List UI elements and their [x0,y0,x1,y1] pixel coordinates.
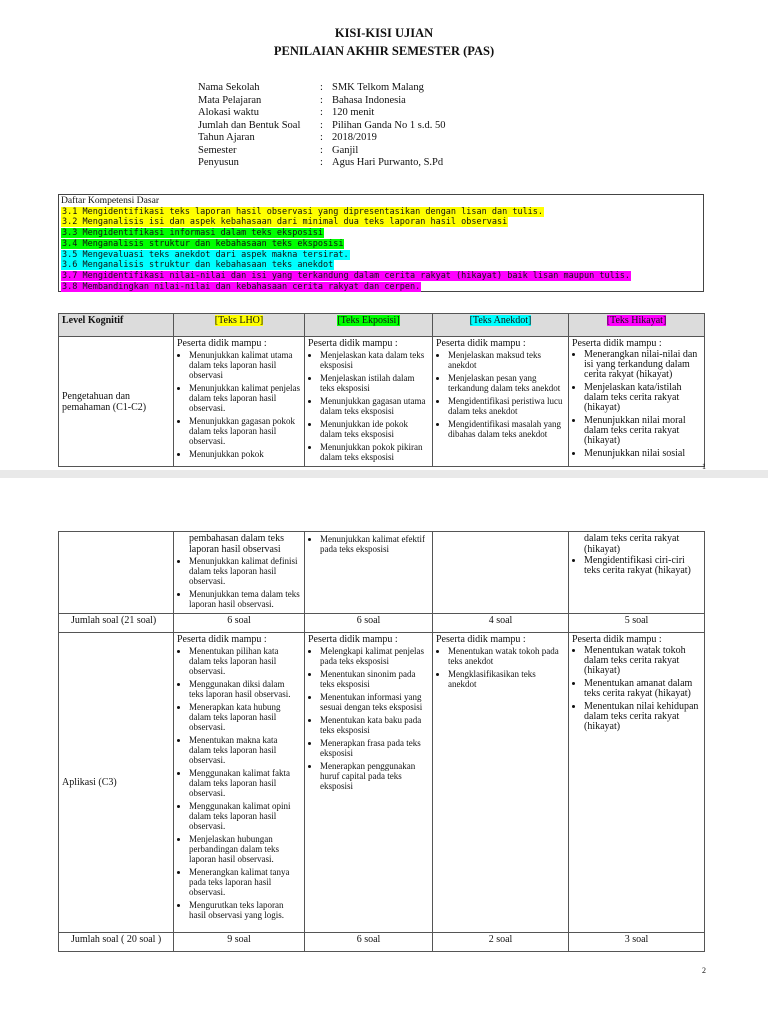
count-ane-2: 2 soal [433,933,569,952]
list-item: • Menunjukkan pokok [189,449,301,459]
count-lho-2: 9 soal [174,933,305,952]
table-row: Aplikasi (C3) Peserta didik mampu : • Menentukan pilihan kata dalam teks laporan hasil observasi. • Menggunakan diksi dalam teks laporan hasil observasi. • Menerapkan kata hubung dalam teks laporan hasil observasi. • Menentukan makna kata dalam teks laporan hasil observasi. • Menggunakan kalimat fakta dalam teks laporan hasil observasi. • Menggunakan kalimat opini dalam teks laporan hasil observasi. • Menjelaskan hubungan perbandingan dalam teks laporan hasil observasi. • Menerangkan kalimat tanya pada teks laporan hasil observasi. • Mengurutkan teks laporan hasil observasi yang logis. Peserta didik mampu : • Melengkapi kalimat penjelas pada teks eksposisi • Menentukan sinonim pada teks eksposisi • Menentukan informasi yang sesuai dengan teks eksposisi • Menentukan kata baku pada teks eksposisi • Menerapkan frasa pada teks eksposisi • Menerapkan penggunakan huruf capital pada teks eksposisi Peserta didik mampu : • Menentukan watak tokoh pada teks anekdot • Mengklasifikasikan teks anekdot Peserta didik mampu : • Menentukan watak tokoh dalam teks cerita rakyat (hikayat) • Menentukan amanat dalam teks cerita rakyat (hikayat) • Menentukan nilai kehidupan dalam teks cerita rakyat (hikayat) [59,633,705,933]
list-item: • Menentukan nilai kehidupan dalam teks cerita rakyat (hikayat) [584,702,701,732]
list-item: • Menentukan watak tokoh dalam teks cerita rakyat (hikayat) [584,646,701,676]
list-item: • Mengidentifikasi peristiwa lucu dalam teks anekdot [448,396,565,416]
list-item: • Menunjukkan gagasan pokok dalam teks laporan hasil observasi. [189,416,301,446]
list-item: • Menunjukkan ide pokok dalam teks eksposisi [320,419,429,439]
info-value: Bahasa Indonesia [332,94,406,106]
info-separator: : [320,82,323,93]
count-ane-1: 4 soal [433,614,569,633]
info-separator: : [320,94,323,106]
info-label: Tahun Ajaran [198,132,255,143]
info-value: Agus Hari Purwanto, S.Pd [332,157,444,168]
list-item: • Menerapkan penggunakan huruf capital pada teks eksposisi [320,761,429,791]
col-teks-ekposisi: [Teks Ekposisi] [337,315,400,326]
info-row [198,120,445,133]
list-item: • Menggunakan kalimat opini dalam teks laporan hasil observasi. [189,801,301,831]
count-row-2 [59,933,705,952]
info-separator: : [320,107,323,118]
list-item: • Menunjukkan nilai sosial [584,449,701,459]
count-eks-1: 6 soal [305,614,433,633]
list-item: • Menentukan informasi yang sesuai dengan teks eksposisi [320,692,429,712]
kd-item: 3.1 Mengidentifikasi teks laporan hasil observasi yang dipresentasikan dengan lisan dan tulis. [62,206,544,217]
list-item: • Menjelaskan kata/istilah dalam teks cerita rakyat (hikayat) [584,383,701,413]
list-item: • Menerangkan kalimat tanya pada teks laporan hasil observasi. [189,867,301,897]
info-separator: : [320,144,323,156]
list-item: • Menggunakan diksi dalam teks laporan hasil observasi. [189,679,301,699]
kisi-table-page1 [58,313,705,467]
info-row [198,157,445,170]
info-value: SMK Telkom Malang [332,82,424,93]
info-value: Pilihan Ganda No 1 s.d. 50 [332,119,446,131]
kompetensi-dasar-box [58,194,704,292]
list-item: • Mengidentifikasi masalah yang dibahas dalam teks anekdot [448,419,565,439]
list-item: • Menggunakan kalimat fakta dalam teks laporan hasil observasi. [189,768,301,798]
info-row [198,145,445,158]
page-number-2: 2 [702,966,706,975]
list-item: • Menjelaskan kata dalam teks eksposisi [320,350,429,370]
info-separator: : [320,132,323,143]
count-eks-2: 6 soal [305,933,433,952]
list-item: • Menunjukkan tema dalam teks laporan hasil observasi. [189,589,301,609]
info-row [198,82,445,95]
info-row [198,95,445,108]
table-row: Pengetahuan dan pemahaman (C1-C2) Peserta didik mampu : • Menunjukkan kalimat utama dalam teks laporan hasil observasi • Menunjukkan kalimat penjelas dalam teks laporan hasil observasi. • Menunjukkan gagasan pokok dalam teks laporan hasil observasi. • Menunjukkan pokok Peserta didik mampu : • Menjelaskan kata dalam teks eksposisi • Menjelaskan istilah dalam teks eksposisi • Menunjukkan gagasan utama dalam teks eksposisi • Menunjukkan ide pokok dalam teks eksposisi • Menunjukkan pokok pikiran dalam teks eksposisi Peserta didik mampu : • Menjelaskan maksud teks anekdot • Menjelaskan pesan yang terkandung dalam teks anekdot • Mengidentifikasi peristiwa lucu dalam teks anekdot • Mengidentifikasi masalah yang dibahas dalam teks anekdot Peserta didik mampu : • Menerangkan nilai-nilai dan isi yang terkandung dalam cerita rakyat (hikayat) • Menjelaskan kata/istilah dalam teks cerita rakyat (hikayat) • Menunjukkan nilai moral dalam teks cerita rakyat (hikayat) • Menunjukkan nilai sosial [59,337,705,467]
level-c3: Aplikasi (C3) [59,633,174,933]
doc-title: KISI-KISI UJIAN [334,26,434,40]
table-header-row [59,314,705,337]
kd-item: 3.8 Membandingkan nilai-nilai dan kebahasaan cerita rakyat dan cerpen. [62,281,421,292]
info-label: Jumlah dan Bentuk Soal [198,119,301,131]
jumlah-soal-label-2: Jumlah soal ( 20 soal ) [59,933,174,952]
list-item: • Menunjukkan kalimat utama dalam teks laporan hasil observasi [189,350,301,380]
list-item: • Mengidentifikasi ciri-ciri teks cerita rakyat (hikayat) [584,556,701,576]
info-label: Semester [198,144,237,156]
list-item: • Menjelaskan pesan yang terkandung dalam teks anekdot [448,373,565,393]
kisi-table-page2 [58,531,705,952]
kd-item: 3.5 Mengevaluasi teks anekdot dari aspek makna tersirat. [62,249,349,260]
info-row [198,107,445,120]
list-item: • Menerapkan kata hubung dalam teks laporan hasil observasi. [189,702,301,732]
info-separator: : [320,157,323,168]
kd-item: 3.3 Mengidentifikasi informasi dalam teks eksposisi [62,228,323,239]
list-item: • Menunjukkan kalimat efektif pada teks eksposisi [320,534,429,554]
school-info [198,82,445,170]
count-hik-2: 3 soal [569,933,705,952]
col-teks-anekdot: [Teks Anekdot] [469,315,532,326]
doc-subtitle: PENILAIAN AKHIR SEMESTER (PAS) [273,44,495,58]
jumlah-soal-label-1: Jumlah soal (21 soal) [59,614,174,633]
kd-heading: Daftar Kompetensi Dasar [61,196,160,206]
kd-item: 3.4 Menganalisis struktur dan kebahasaan teks eksposisi [62,238,344,249]
list-item: • Menentukan kata baku pada teks eksposisi [320,715,429,735]
info-separator: : [320,119,323,131]
level-kognitif-header: Level Kognitif [59,314,174,337]
list-item: • Menunjukkan nilai moral dalam teks cerita rakyat (hikayat) [584,416,701,446]
info-label: Mata Pelajaran [198,94,262,106]
info-value: 120 menit [332,107,375,118]
list-item: • Mengurutkan teks laporan hasil observasi yang logis. [189,900,301,920]
list-item: • Menunjukkan kalimat definisi dalam teks laporan hasil observasi. [189,556,301,586]
col-teks-hikayat: [Teks Hikayat] [606,315,667,326]
col-teks-lho: [Teks LHO] [214,315,264,326]
level-c1-c2: Pengetahuan dan pemahaman (C1-C2) [59,337,174,467]
list-item: • Menentukan watak tokoh pada teks anekdot [448,646,565,666]
info-label: Alokasi waktu [198,107,259,118]
kd-item: 3.6 Menganalisis struktur dan kebahasaan teks anekdot [62,260,334,271]
page-2 [0,478,768,1024]
info-value: 2018/2019 [332,132,377,143]
count-hik-1: 5 soal [569,614,705,633]
list-item: • Menjelaskan hubungan perbandingan dalam teks laporan hasil observasi. [189,834,301,864]
info-row [198,132,445,145]
page-1 [0,0,768,470]
kd-item: 3.7 Mengidentifikasi nilai-nilai dan isi yang terkandung dalam cerita rakyat (hikayat) baik lisan maupun tulis. [62,270,631,281]
list-item: • Menjelaskan istilah dalam teks eksposisi [320,373,429,393]
count-row-1 [59,614,705,633]
count-lho-1: 6 soal [174,614,305,633]
page-number-1: 1 [702,462,706,471]
list-item: • Melengkapi kalimat penjelas pada teks eksposisi [320,646,429,666]
list-item: • Menerangkan nilai-nilai dan isi yang terkandung dalam cerita rakyat (hikayat) [584,350,701,380]
info-label: Nama Sekolah [198,82,260,93]
info-value: Ganjil [332,144,359,156]
list-item: • Menerapkan frasa pada teks eksposisi [320,738,429,758]
list-item: • Menunjukkan pokok pikiran dalam teks eksposisi [320,442,429,462]
kd-item: 3.2 Menganalisis isi dan aspek kebahasaan dari minimal dua teks laporan hasil observasi [62,217,508,228]
list-item: • Mengklasifikasikan teks anekdot [448,669,565,689]
list-item: • Menjelaskan maksud teks anekdot [448,350,565,370]
list-item: • Menentukan pilihan kata dalam teks laporan hasil observasi. [189,646,301,676]
list-item: • Menunjukkan kalimat penjelas dalam teks laporan hasil observasi. [189,383,301,413]
list-item: • Menentukan amanat dalam teks cerita rakyat (hikayat) [584,679,701,699]
table-row: pembahasan dalam teks laporan hasil observasi • Menunjukkan kalimat definisi dalam teks laporan hasil observasi. • Menunjukkan tema dalam teks laporan hasil observasi. • Menunjukkan kalimat efektif pada teks eksposisi dalam teks cerita rakyat (hikayat) • Mengidentifikasi ciri-ciri teks cerita rakyat (hikayat) [59,532,705,614]
list-item: • Menentukan sinonim pada teks eksposisi [320,669,429,689]
list-item: • Menentukan makna kata dalam teks laporan hasil observasi. [189,735,301,765]
list-item: • Menunjukkan gagasan utama dalam teks eksposisi [320,396,429,416]
info-label: Penyusun [198,157,239,168]
